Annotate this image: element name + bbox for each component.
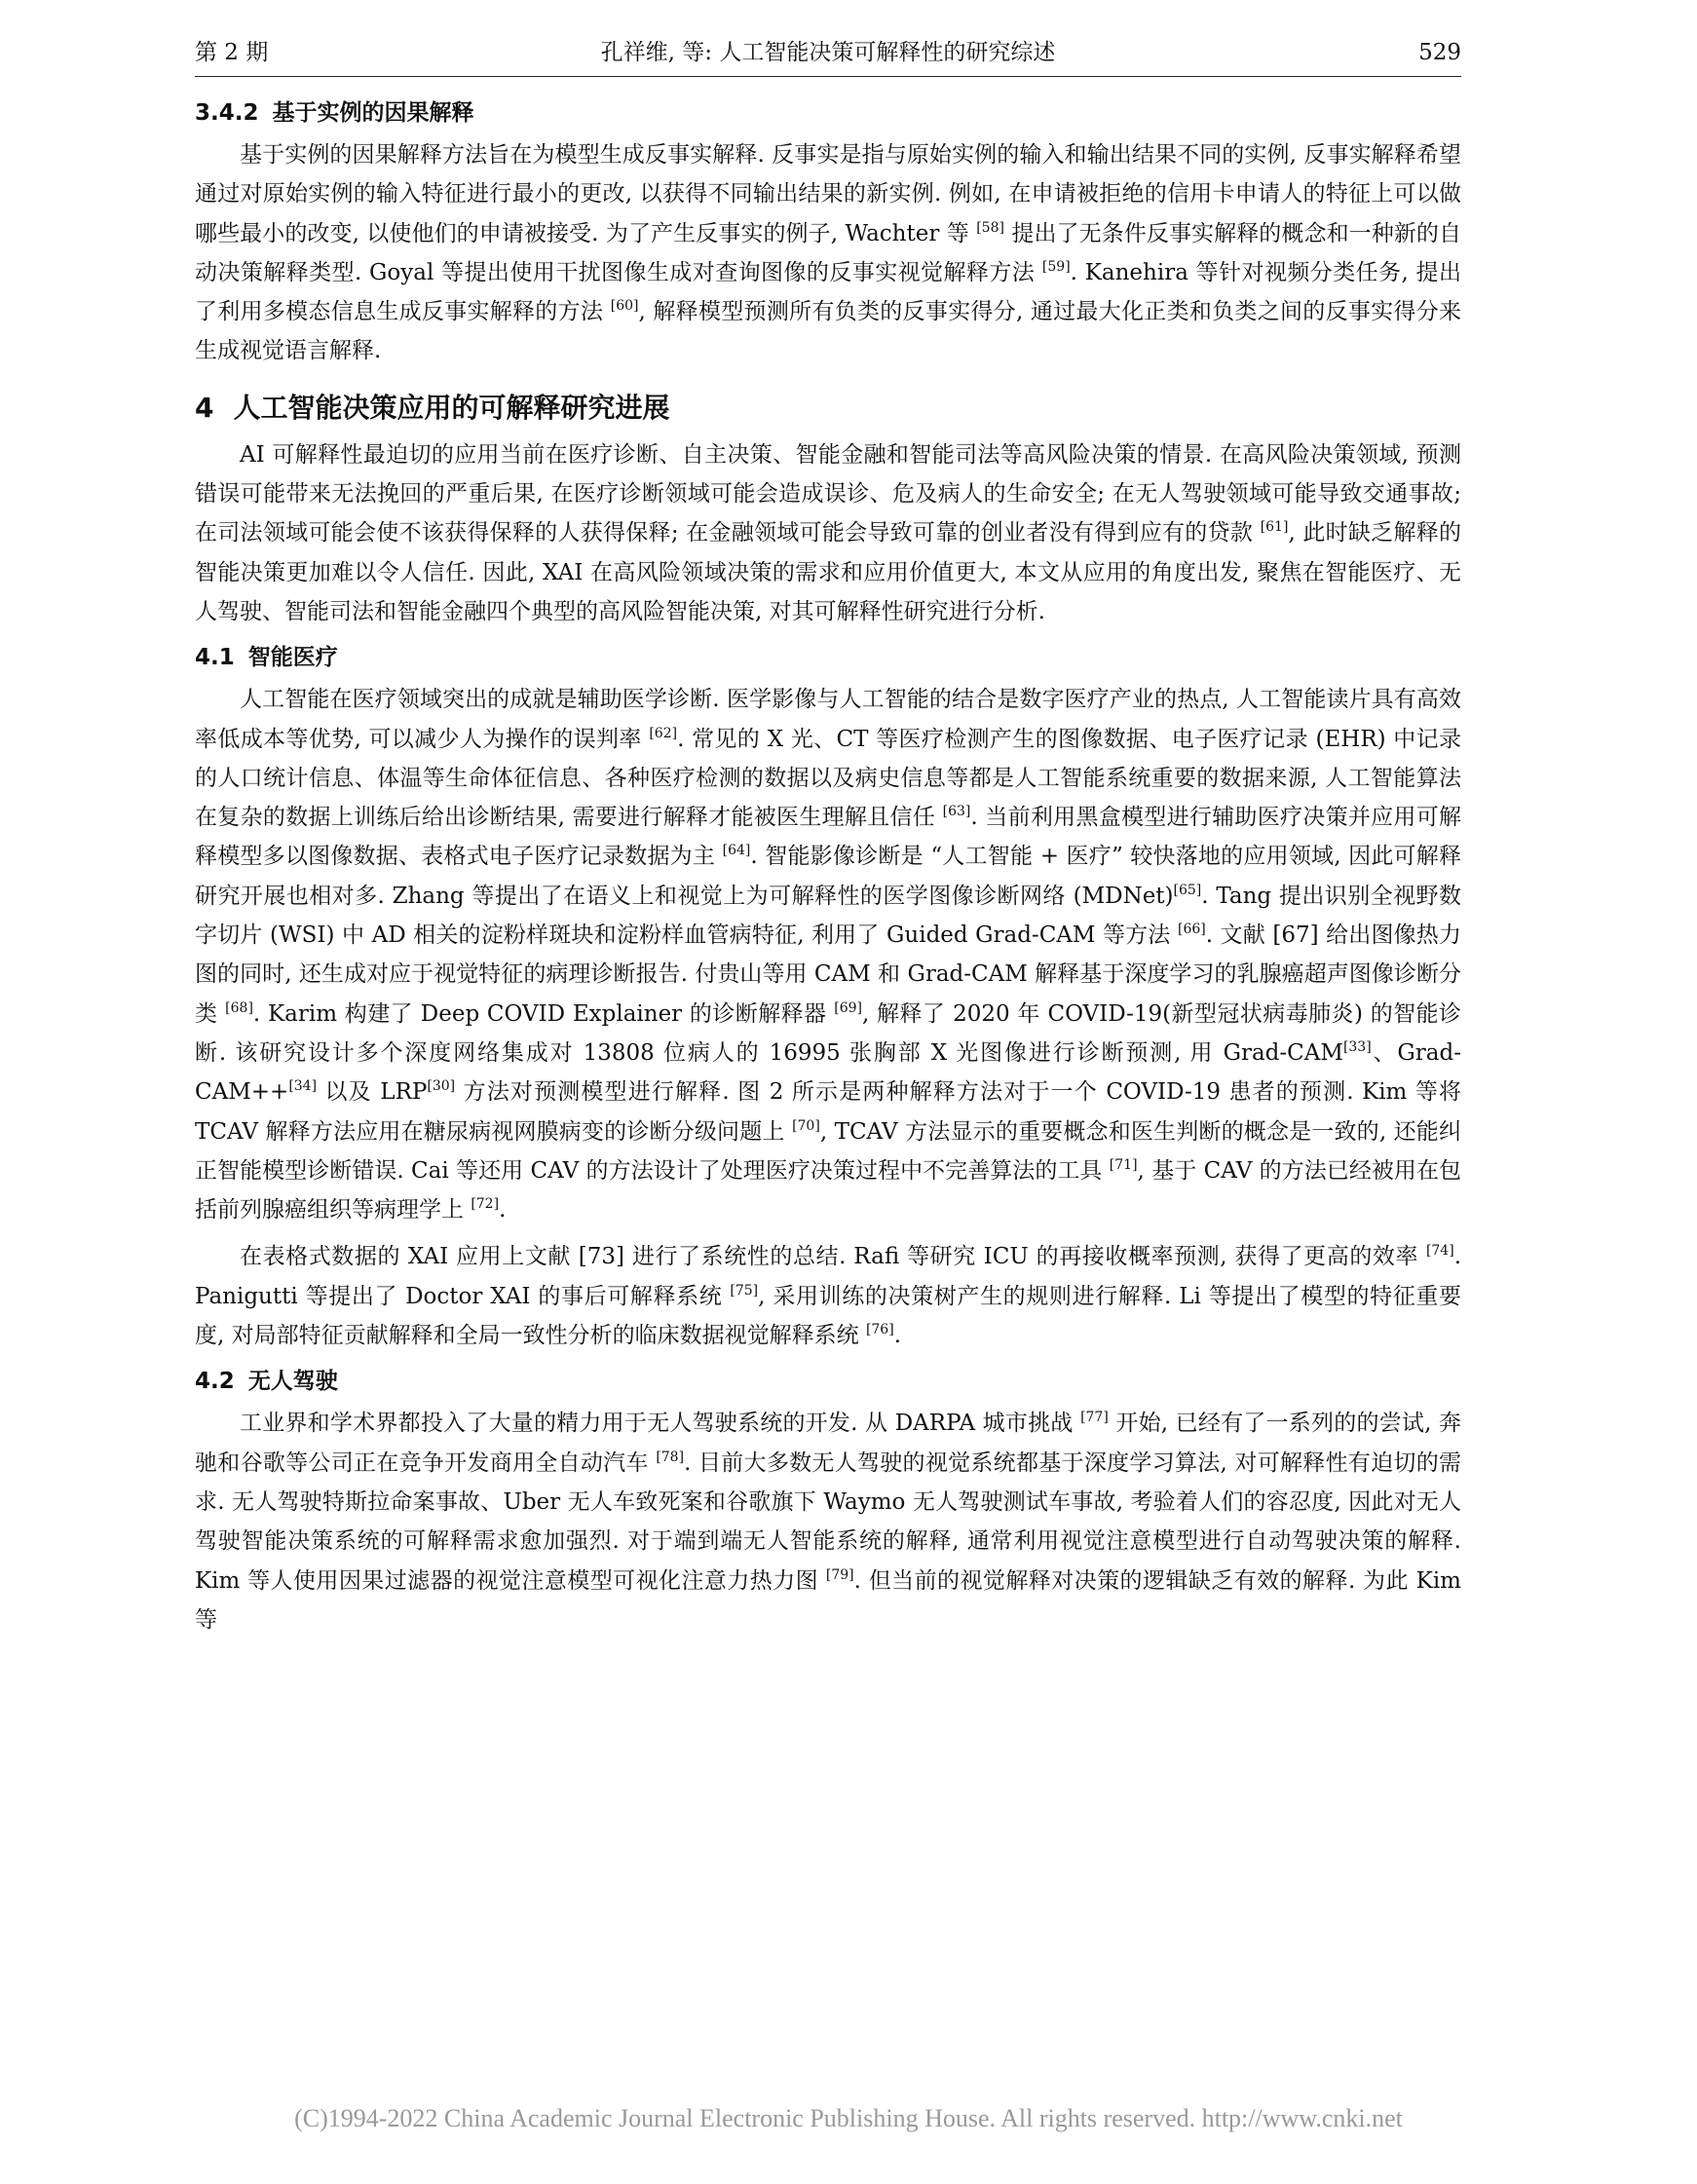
heading-title: 基于实例的因果解释 (272, 100, 474, 126)
citation-ref: [62] (649, 725, 678, 741)
text-run: . 文献 [67] 给出图像热力图的同时, 还生成对应于视觉特征的病理诊断报告. 付贵山等用 CAM 和 Grad-CAM 解释基于深度学习的乳腺癌超声图像诊断分类 (195, 923, 1461, 1027)
heading-title: 无人驾驶 (247, 1369, 338, 1395)
text-run: 工业界和学术界都投入了大量的精力用于无人驾驶系统的开发. 从 DARPA 城市挑战 (240, 1411, 1081, 1437)
text-run: . Panigutti 等提出了 Doctor XAI 的事后可解释系统 (195, 1244, 1461, 1309)
section-heading (195, 389, 1461, 428)
citation-ref: [59] (1041, 258, 1071, 275)
text-run: 方法对预测模型进行解释. 图 2 所示是两种解释方法对于一个 COVID-19 患者的预测. Kim 等将 TCAV 解释方法应用在糖尿病视网膜病变的诊断分级问题上 (195, 1079, 1461, 1145)
text-run: 、Grad-CAM++ (195, 1039, 1461, 1106)
text-run: . 目前大多数无人驾驶的视觉系统都基于深度学习算法, 对可解释性有迫切的需求. 无人驾驶特斯拉命案事故、Uber 无人车致死案和谷歌旗下 Waymo 无人驾驶测试车事故, 考验着人们的容忍度, 因此对无人驾驶智能决策系统的可解释需求愈加强烈. 对于端到端无人智能系统的解释, 通常利用视觉注意模型进行自动驾驶决策的解释. Kim 等人使用因果过滤器的视觉注意模型可视化注意力热力图 (195, 1450, 1462, 1594)
heading-number: 3.4.2 (195, 100, 259, 126)
citation-ref: [79] (825, 1566, 854, 1583)
subsection-heading (195, 1365, 1461, 1398)
citation-ref: [58] (976, 219, 1004, 236)
text-run: . Kanehira 等针对视频分类任务, 提出了利用多模态信息生成反事实解释的方法 (195, 259, 1461, 325)
copyright-footer: (C)1994-2022 China Academic Journal Electronic Publishing House. All rights reserved. http://www.cnki.net (294, 2104, 1403, 2132)
citation-ref: [76] (865, 1322, 894, 1338)
text-run: 提出了无条件反事实解释的概念和一种新的自动决策解释类型. Goyal 等提出使用干扰图像生成对查询图像的反事实视觉解释方法 (195, 220, 1461, 285)
body-paragraph (195, 435, 1461, 631)
citation-ref: [61] (1260, 519, 1289, 536)
text-run: . 智能影像诊断是 “人工智能 + 医疗” 较快落地的应用领域, 因此可解释研究开展也相对多. Zhang 等提出了在语义上和视觉上为可解释性的医学图像诊断网络 (MDNet) (195, 844, 1461, 909)
citation-ref: [74] (1425, 1243, 1454, 1260)
text-run: , 解释模型预测所有负类的反事实得分, 通过最大化正类和负类之间的反事实得分来生成视觉语言解释. (195, 299, 1461, 364)
citation-ref: [70] (792, 1117, 820, 1134)
heading-title: 人工智能决策应用的可解释研究进展 (233, 391, 670, 424)
running-header (195, 29, 1461, 77)
citation-ref: [64] (722, 843, 751, 859)
citation-ref: [71] (1109, 1156, 1138, 1173)
text-run: . 但当前的视觉解释对决策的逻辑缺乏有效的解释. 为此 Kim 等 (195, 1567, 1461, 1633)
citation-ref: [78] (656, 1449, 685, 1465)
citation-ref: [33] (1342, 1038, 1372, 1055)
text-run: 在表格式数据的 XAI 应用上文献 [73] 进行了系统性的总结. Rafi 等研究 ICU 的再接收概率预测, 获得了更高的效率 (240, 1244, 1426, 1270)
body-paragraph (195, 1404, 1461, 1639)
text-run: . Karim 构建了 Deep COVID Explainer 的诊断解释器 (252, 1000, 835, 1027)
text-run: 人工智能在医疗领域突出的成就是辅助医学诊断. 医学影像与人工智能的结合是数字医疗产业的热点, 人工智能读片具有高效率低成本等优势, 可以减少人为操作的误判率 (195, 687, 1461, 752)
text-run: , 采用训练的决策树产生的规则进行解释. Li 等提出了模型的特征重要度, 对局部特征贡献解释和全局一致性分析的临床数据视觉解释系统 (195, 1283, 1461, 1349)
text-run: . (499, 1197, 507, 1224)
body-paragraph (195, 1237, 1461, 1355)
heading-number: 4.2 (195, 1369, 235, 1395)
text-run: , 基于 CAV 的方法已经被用在包括前列腺癌组织等病理学上 (195, 1157, 1461, 1224)
article-body (195, 96, 1461, 1639)
text-run: , 解释了 2020 年 COVID-19(新型冠状病毒肺炎) 的智能诊断. 该研究设计多个深度网络集成对 13808 位病人的 16995 张胸部 X 光图像进行诊断预测, 用 Grad-CAM (195, 1000, 1461, 1066)
citation-ref: [72] (471, 1196, 500, 1213)
citation-ref: [77] (1080, 1410, 1109, 1426)
text-run: . Tang 提出识别全视野数字切片 (WSI) 中 AD 相关的淀粉样斑块和淀粉样血管病特征, 利用了 Guided Grad-CAM 等方法 (195, 883, 1461, 949)
subsection-heading (195, 96, 1461, 130)
journal-page (195, 29, 1461, 1639)
citation-ref: [68] (225, 999, 253, 1016)
text-run: 开始, 已经有了一系列的的尝试, 奔驰和谷歌等公司正在竞争开发商用全自动汽车 (195, 1411, 1461, 1476)
subsection-heading (195, 641, 1461, 674)
citation-ref: [60] (610, 298, 639, 315)
running-title: 孔祥维, 等: 人工智能决策可解释性的研究综述 (600, 40, 1056, 65)
text-run: 以及 LRP (317, 1079, 428, 1106)
text-run: . 当前利用黑盒模型进行辅助医疗决策并应用可解释模型多以图像数据、表格式电子医疗记录数据为主 (195, 805, 1462, 870)
issue-number: 第 2 期 (195, 40, 269, 65)
citation-ref: [75] (730, 1282, 759, 1299)
text-run: AI 可解释性最迫切的应用当前在医疗诊断、自主决策、智能金融和智能司法等高风险决策的情景. 在高风险决策领域, 预测错误可能带来无法挽回的严重后果, 在医疗诊断领域可能会造成误诊、危及病人的生命安全; 在无人驾驶领域可能导致交通事故; 在司法领域可能会使不该获得保释的人获得保释; 在金融领域可能会导致可靠的创业者没有得到应有的贷款 (195, 441, 1461, 546)
citation-ref: [30] (427, 1078, 456, 1095)
body-paragraph (195, 135, 1461, 371)
citation-ref: [65] (1173, 882, 1202, 898)
body-paragraph (195, 680, 1461, 1229)
text-run: , 此时缺乏解释的智能决策更加难以令人信任. 因此, XAI 在高风险领域决策的需求和应用价值更大, 本文从应用的角度出发, 聚焦在智能医疗、无人驾驶、智能司法和智能金融四个典型的高风险智能决策, 对其可解释性研究进行分析. (195, 520, 1462, 624)
text-run: 基于实例的因果解释方法旨在为模型生成反事实解释. 反事实是指与原始实例的输入和输出结果不同的实例, 反事实解释希望通过对原始实例的输入特征进行最小的更改, 以获得不同输出结果的新实例. 例如, 在申请被拒绝的信用卡申请人的特征上可以做哪些最小的改变, 以使他们的申请被接受. 为了产生反事实的例子, Wachter 等 (195, 142, 1461, 246)
heading-number: 4 (195, 391, 214, 424)
text-run: . 常见的 X 光、CT 等医疗检测产生的图像数据、电子医疗记录 (EHR) 中记录的人口统计信息、体温等生命体征信息、各种医疗检测的数据以及病史信息等都是人工智能系统重要的数据来源, 人工智能算法在复杂的数据上训练后给出诊断结果, 需要进行解释才能被医生理解且信任 (195, 726, 1461, 831)
citation-ref: [63] (942, 804, 971, 820)
heading-number: 4.1 (195, 645, 235, 671)
text-run: , TCAV 方法显示的重要概念和医生判断的概念是一致的, 还能纠正智能模型诊断错误. Cai 等还用 CAV 的方法设计了处理医疗决策过程中不完善算法的工具 (195, 1118, 1461, 1184)
citation-ref: [69] (834, 999, 862, 1016)
page-number: 529 (1418, 40, 1461, 65)
heading-title: 智能医疗 (247, 645, 338, 671)
text-run: . (893, 1323, 901, 1349)
citation-ref: [34] (288, 1078, 318, 1095)
citation-ref: [66] (1177, 922, 1206, 938)
